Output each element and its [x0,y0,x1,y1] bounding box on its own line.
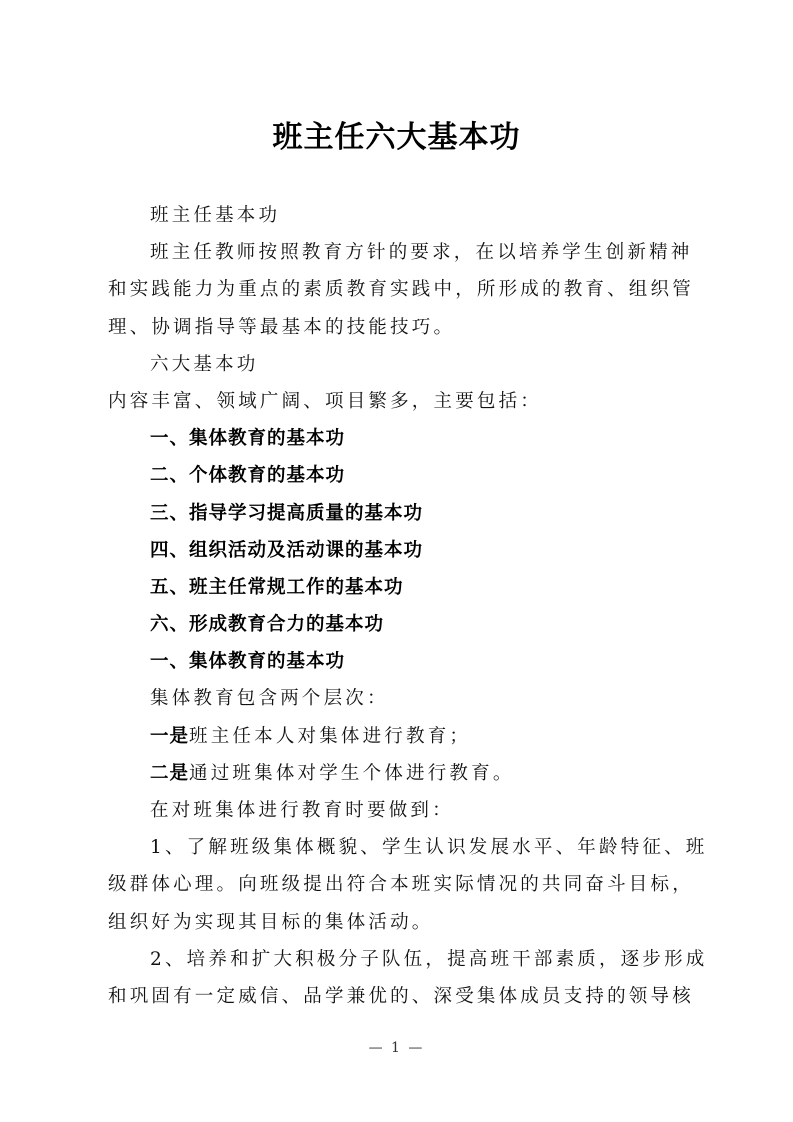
paragraph-line: 内容丰富、领域广阔、项目繁多，主要包括： [108,390,543,412]
document-body [108,197,708,1015]
list-item: 四、组织活动及活动课的基本功 [150,539,424,561]
list-item: 五、班主任常规工作的基本功 [150,576,404,598]
paragraph-line: 班主任教师按照教育方针的要求，在以培养学生创新精神 [150,242,693,264]
page-number: — 1 — [368,1040,425,1056]
bold-lead: 二是 [150,762,190,784]
line-text: 通过班集体对学生个体进行教育。 [189,762,515,784]
paragraph-line: 集体教育包含两个层次： [150,688,389,710]
line-text: 班主任本人对集体进行教育； [189,725,472,747]
paragraph-line: 在对班集体进行教育时要做到： [150,800,454,821]
list-item: 一、集体教育的基本功 [150,428,346,450]
list-item: 六、形成教育合力的基本功 [150,614,385,636]
section-heading: 一、集体教育的基本功 [150,651,346,673]
paragraph-line [108,718,688,755]
paragraph-heading: 六大基本功 [150,353,259,375]
paragraph-line: 理、协调指导等最基本的技能技巧。 [108,316,456,338]
paragraph-line: 级群体心理。向班级提出符合本班实际情况的共同奋斗目标， [108,874,694,896]
paragraph-line: 组织好为实现其目标的集体活动。 [108,911,434,933]
paragraph-line: 和实践能力为重点的素质教育实践中，所形成的教育、组织管 [108,279,694,301]
paragraph-line [108,755,688,792]
paragraph-line: 1、了解班级集体概貌、学生认识发展水平、年龄特征、班 [150,837,708,859]
paragraph-heading: 班主任基本功 [150,205,281,226]
bold-lead: 一是 [150,725,190,747]
paragraph-line: 和巩固有一定威信、品学兼优的、深受集体成员支持的领导核 [108,985,694,1007]
list-item: 三、指导学习提高质量的基本功 [150,502,424,524]
list-item: 二、个体教育的基本功 [150,465,346,487]
paragraph-line: 2、培养和扩大积极分子队伍，提高班干部素质，逐步形成 [150,948,708,970]
document-title: 班主任六大基本功 [272,120,521,155]
